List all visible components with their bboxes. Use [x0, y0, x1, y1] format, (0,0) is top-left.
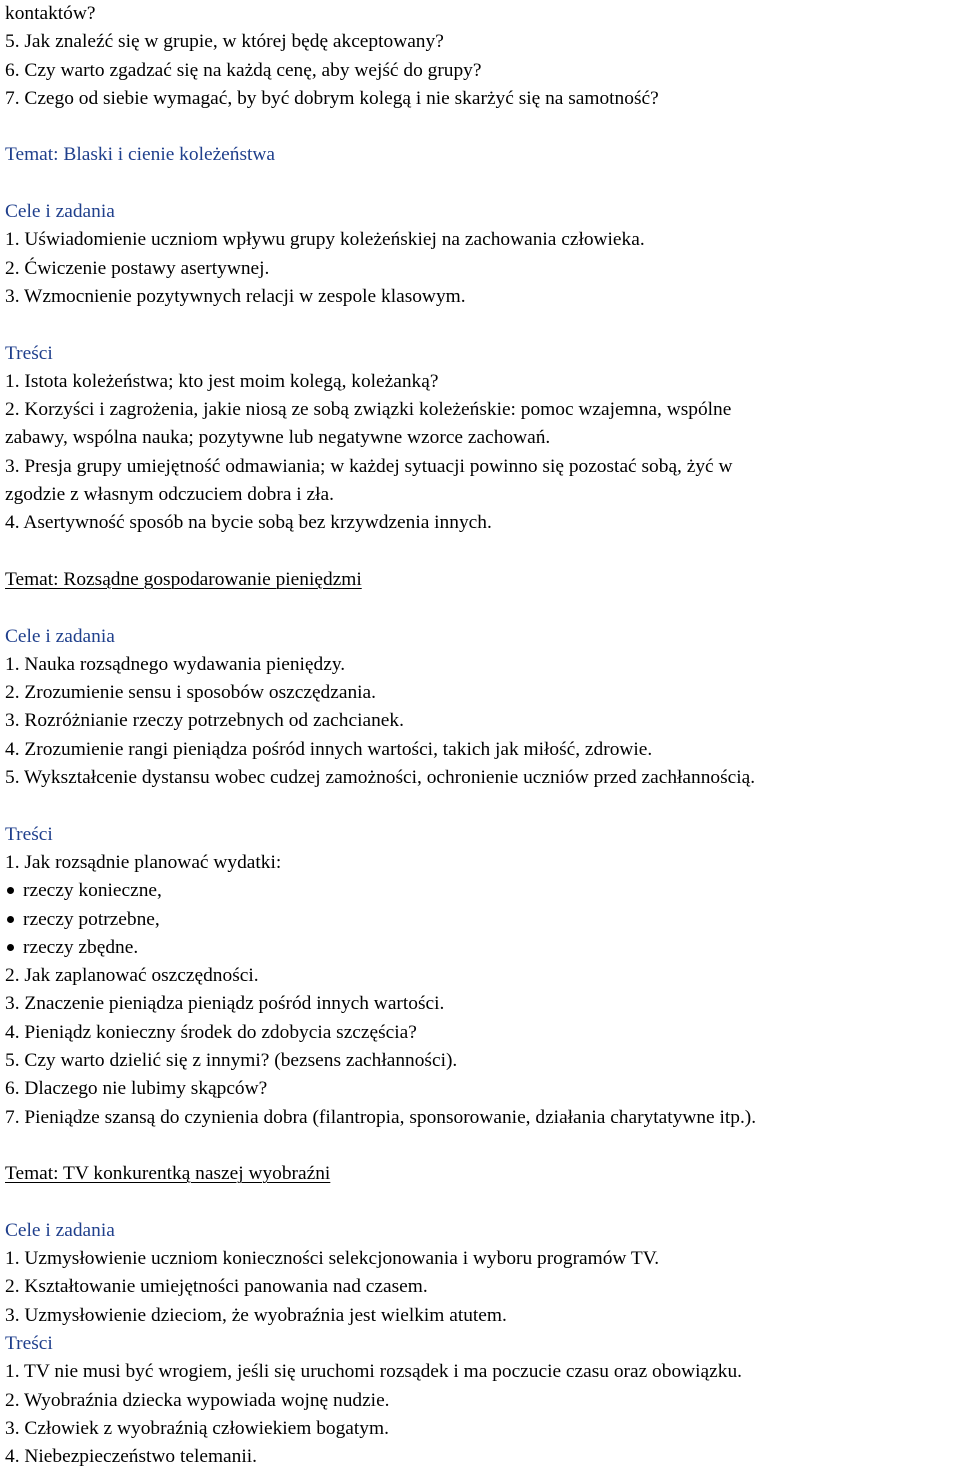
goal-item: 2. Kształtowanie umiejętności panowania nad czasem. [5, 1276, 428, 1298]
content-item: 5. Czy warto dzielić się z innymi? (bezsens zachłanności). [5, 1049, 458, 1071]
content-item: 3. Presja grupy umiejętność odmawiania; w każdej sytuacji powinno się pozostać sobą, żyć w [5, 455, 733, 477]
content-item: 2. Wyobraźnia dziecka wypowiada wojnę nudzie. [5, 1389, 390, 1411]
intro-line: 5. Jak znaleźć się w grupie, w której będę akceptowany? [5, 31, 444, 53]
spacer [5, 170, 954, 198]
topic-title: Temat: Rozsądne gospodarowanie pieniędzmi [5, 568, 362, 590]
content-item: zabawy, wspólna nauka; pozytywne lub negatywne wzorce zachowań. [5, 427, 551, 449]
content-item: 1. TV nie musi być wrogiem, jeśli się uruchomi rozsądek i ma poczucie czasu oraz obowiązku. [5, 1361, 742, 1383]
goals-label: Cele i zadania [5, 201, 115, 223]
goal-item: 1. Uzmysłowienie uczniom konieczności selekcjonowania i wyboru programów TV. [5, 1248, 660, 1270]
content-item: 7. Pieniądze szansą do czynienia dobra (filantropia, sponsorowanie, działania charytatywne itp.). [5, 1106, 757, 1128]
goal-item: 3. Uzmysłowienie dzieciom, że wyobraźnia jest wielkim atutem. [5, 1304, 507, 1326]
goals-label: Cele i zadania [5, 1219, 115, 1241]
content-item: 2. Jak zaplanować oszczędności. [5, 965, 259, 987]
contents-label: Treści [5, 342, 53, 364]
bullet-text: rzeczy potrzebne, [23, 908, 160, 930]
goals-label: Cele i zadania [5, 625, 115, 647]
spacer [5, 311, 954, 339]
bullet-item [5, 906, 954, 934]
content-item: 3. Znaczenie pieniądza pieniądz pośród innych wartości. [5, 993, 445, 1015]
intro-line: 6. Czy warto zgadzać się na każdą cenę, aby wejść do grupy? [5, 59, 482, 81]
content-item: 3. Człowiek z wyobraźnią człowiekiem bogatym. [5, 1417, 389, 1439]
topic-section-1 [5, 141, 954, 537]
bullet-icon [7, 944, 14, 951]
goal-item: 3. Wzmocnienie pozytywnych relacji w zespole klasowym. [5, 285, 466, 307]
content-item: 4. Asertywność sposób na bycie sobą bez krzywdzenia innych. [5, 512, 492, 534]
spacer [5, 1188, 954, 1216]
goal-item: 4. Zrozumienie rangi pieniądza pośród innych wartości, takich jak miłość, zdrowie. [5, 738, 653, 760]
topic-title: Temat: TV konkurentką naszej wyobraźni [5, 1163, 331, 1185]
goal-item: 3. Rozróżnianie rzeczy potrzebnych od zachcianek. [5, 710, 404, 732]
content-item: 1. Istota koleżeństwa; kto jest moim kolegą, koleżanką? [5, 370, 439, 392]
goal-item: 5. Wykształcenie dystansu wobec cudzej zamożności, ochronienie uczniów przed zachłannością. [5, 767, 756, 789]
bullet-text: rzeczy zbędne. [23, 936, 139, 958]
bullet-text: rzeczy konieczne, [23, 880, 162, 902]
goal-item: 1. Nauka rozsądnego wydawania pieniędzy. [5, 653, 346, 675]
topic-title: Temat: Blaski i cienie koleżeństwa [5, 144, 276, 166]
spacer [5, 538, 954, 566]
goal-item: 2. Zrozumienie sensu i sposobów oszczędzania. [5, 682, 377, 704]
content-item: 1. Jak rozsądnie planować wydatki: [5, 851, 282, 873]
content-item: 4. Niebezpieczeństwo telemanii. [5, 1446, 257, 1468]
spacer [5, 1132, 954, 1160]
content-item: 4. Pieniądz konieczny środek do zdobycia szczęścia? [5, 1021, 417, 1043]
spacer [5, 113, 954, 141]
bullet-icon [7, 887, 14, 894]
bullet-item [5, 877, 954, 905]
contents-label: Treści [5, 823, 53, 845]
bullet-icon [7, 916, 14, 923]
intro-line: 7. Czego od siebie wymagać, by być dobrym kolegą i nie skarżyć się na samotność? [5, 87, 659, 109]
content-item: zgodzie z własnym odczuciem dobra i zła. [5, 484, 334, 506]
content-item: 6. Dlaczego nie lubimy skąpców? [5, 1078, 268, 1100]
goal-item: 2. Ćwiczenie postawy asertywnej. [5, 257, 270, 279]
spacer [5, 594, 954, 622]
intro-line: kontaktów? [5, 3, 96, 24]
topic-section-3 [5, 1160, 954, 1471]
content-item: 2. Korzyści i zagrożenia, jakie niosą ze sobą związki koleżeńskie: pomoc wzajemna, wspólne [5, 399, 732, 421]
goal-item: 1. Uświadomienie uczniom wpływu grupy koleżeńskiej na zachowania człowieka. [5, 229, 645, 251]
spacer [5, 792, 954, 820]
bullet-item [5, 934, 954, 962]
contents-label: Treści [5, 1332, 53, 1354]
topic-section-2 [5, 566, 954, 1132]
